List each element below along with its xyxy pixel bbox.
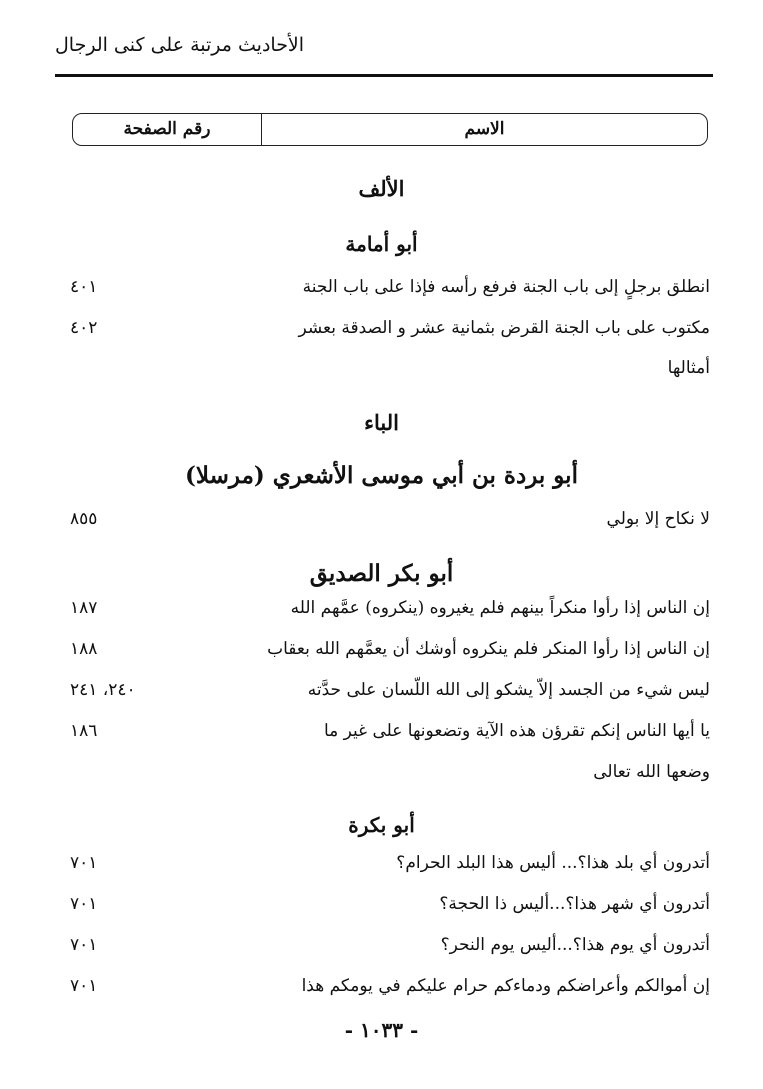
column-name-label: الاسم bbox=[261, 114, 707, 145]
entry-text: انطلق برجلٍ إلى باب الجنة فرفع رأسه فإذا على باب الجنة bbox=[302, 277, 710, 297]
entry-page: ٢٤٠، ٢٤١ bbox=[70, 680, 136, 700]
entry-text: يا أيها الناس إنكم تقرؤن هذه الآية وتضعونها على غير ما bbox=[323, 721, 710, 741]
entry-text: أمثالها bbox=[667, 358, 710, 378]
entry-text: مكتوب على باب الجنة القرض بثمانية عشر و الصدقة بعشر bbox=[298, 318, 710, 338]
column-page-label: رقم الصفحة bbox=[123, 119, 211, 139]
running-head: الأحاديث مرتبة على كنى الرجال bbox=[55, 34, 305, 56]
narrator-heading: أبو بكر الصديق bbox=[309, 560, 454, 587]
header-rule bbox=[55, 74, 713, 77]
entry-page: ٧٠١ bbox=[70, 976, 98, 996]
list-item bbox=[70, 894, 710, 922]
list-item bbox=[70, 680, 710, 708]
list-item bbox=[70, 721, 710, 749]
entry-page: ٤٠٢ bbox=[70, 318, 98, 338]
entry-page: ٧٠١ bbox=[70, 894, 98, 914]
list-item bbox=[70, 853, 710, 881]
entry-page: ١٨٨ bbox=[70, 639, 98, 659]
entry-page: ٨٥٥ bbox=[70, 509, 98, 529]
entry-text: أتدرون أي بلد هذا؟... أليس هذا البلد الحرام؟ bbox=[396, 853, 710, 873]
narrator-heading: أبو بردة بن أبي موسى الأشعري (مرسلا) bbox=[185, 462, 578, 489]
list-item bbox=[70, 976, 710, 1004]
page-number: - ١٠٣٣ - bbox=[344, 1018, 419, 1042]
list-item bbox=[70, 277, 710, 305]
entry-page: ٧٠١ bbox=[70, 853, 98, 873]
column-header bbox=[72, 113, 708, 146]
narrator-heading: أبو بكرة bbox=[348, 813, 415, 837]
entry-text: ليس شيء من الجسد إلاّ يشكو إلى الله اللّسان على حدَّته bbox=[307, 680, 710, 700]
entry-text: أتدرون أي يوم هذا؟...أليس يوم النحر؟ bbox=[440, 935, 710, 955]
narrator-heading: أبو أمامة bbox=[345, 232, 418, 256]
list-item bbox=[70, 509, 710, 537]
list-item bbox=[70, 358, 710, 386]
list-item bbox=[70, 639, 710, 667]
list-item bbox=[70, 318, 710, 346]
entry-text: إن الناس إذا رأوا المنكر فلم ينكروه أوشك أن يعمَّهم الله بعقاب bbox=[267, 639, 710, 659]
entry-text: إن أموالكم وأعراضكم ودماءكم حرام عليكم في يومكم هذا bbox=[301, 976, 710, 996]
entry-page: ١٨٦ bbox=[70, 721, 98, 741]
list-item bbox=[70, 935, 710, 963]
entry-page: ٤٠١ bbox=[70, 277, 98, 297]
list-item bbox=[70, 598, 710, 626]
section-letter-ba: الباء bbox=[364, 410, 399, 435]
entry-text: لا نكاح إلا بولي bbox=[606, 509, 710, 529]
entry-page: ٧٠١ bbox=[70, 935, 98, 955]
entry-text: وضعها الله تعالى bbox=[593, 762, 710, 782]
entry-page: ١٨٧ bbox=[70, 598, 98, 618]
entry-text: إن الناس إذا رأوا منكراً بينهم فلم يغيروه (ينكروه) عمَّهم الله bbox=[290, 598, 710, 618]
list-item bbox=[70, 762, 710, 790]
section-letter-alif: الألف bbox=[358, 176, 405, 201]
entry-text: أتدرون أي شهر هذا؟...أليس ذا الحجة؟ bbox=[439, 894, 710, 914]
